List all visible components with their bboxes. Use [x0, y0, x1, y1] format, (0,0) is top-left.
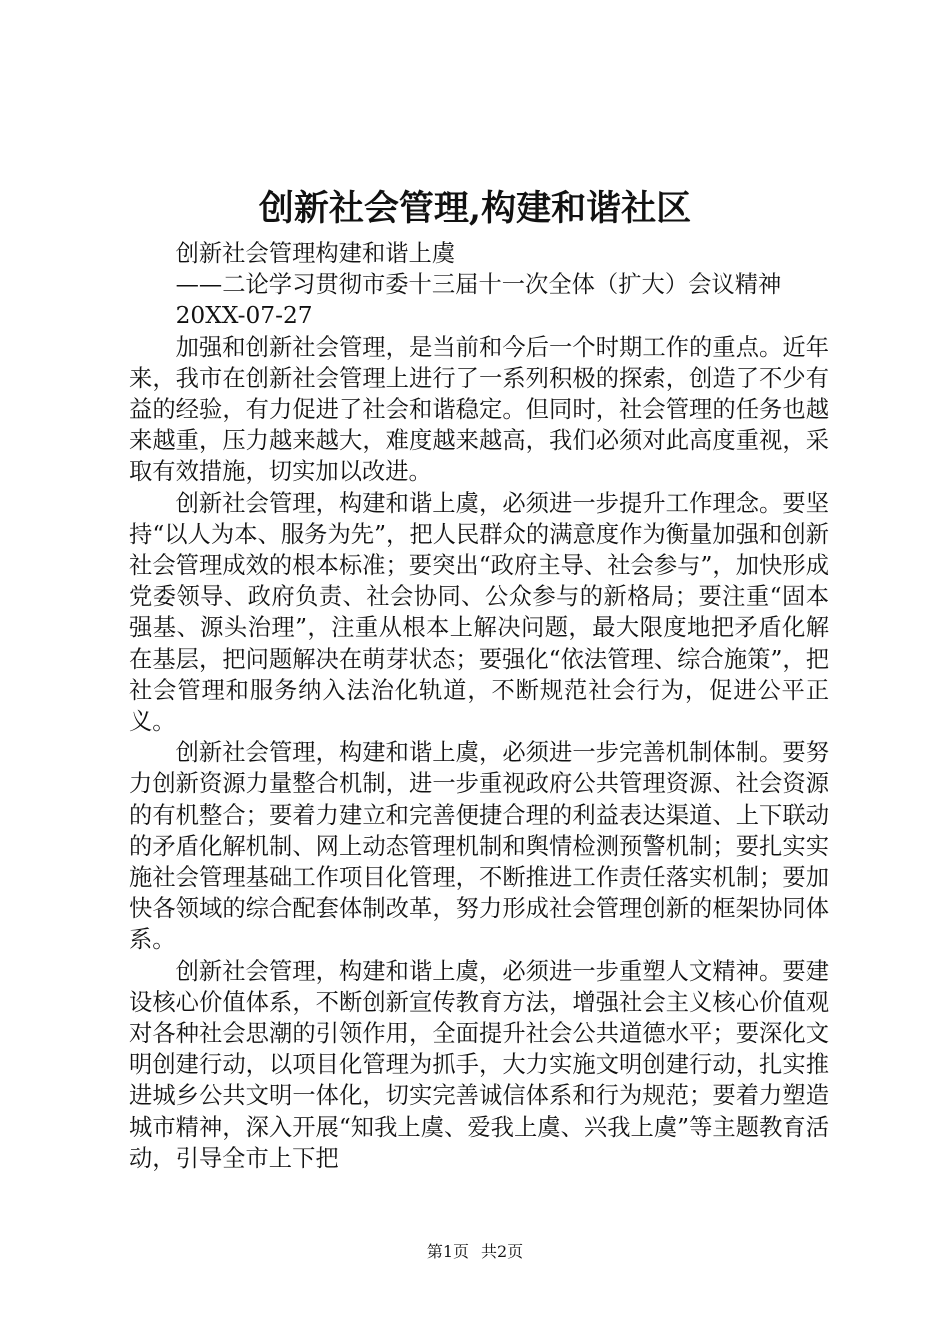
document-subtitle: 创新社会管理构建和谐上虞 — [175, 240, 456, 267]
document-body — [129, 238, 829, 1174]
page-number: 第1页 — [426, 1242, 469, 1261]
body-paragraph: 创新社会管理，构建和谐上虞，必须进一步重塑人文精神。要建设核心价值体系，不断创新宣传教育方法，增强社会主义核心价值观对各种社会思潮的引领作用，全面提升社会公共道德水平；要深化文明创建行动，以项目化管理为抓手，大力实施文明创建行动，扎实推进城乡公共文明一体化，切实完善诚信体系和行为规范；要着力塑造城市精神，深入开展“知我上虞、爱我上虞、兴我上虞”等主题教育活动，引导全市上下把 — [129, 957, 829, 1172]
document-date: 20XX-07-27 — [175, 302, 313, 330]
body-paragraph: 创新社会管理，构建和谐上虞，必须进一步提升工作理念。要坚持“以人为本、服务为先”，把人民群众的满意度作为衡量加强和创新社会管理成效的根本标准；要突出“政府主导、社会参与”，加快形成党委领导、政府负责、社会协同、公众参与的新格局；要注重“固本强基、源头治理”，注重从根本上解决问题，最大限度地把矛盾化解在基层，把问题解决在萌芽状态；要强化“依法管理、综合施策”，把社会管理和服务纳入法治化轨道，不断规范社会行为，促进公平正义。 — [129, 489, 829, 736]
body-paragraph: 创新社会管理，构建和谐上虞，必须进一步完善机制体制。要努力创新资源力量整合机制，进一步重视政府公共管理资源、社会资源的有机整合；要着力建立和完善便捷合理的利益表达渠道、上下联动的矛盾化解机制、网上动态管理机制和舆情检测预警机制；要扎实实施社会管理基础工作项目化管理，不断推进工作责任落实机制；要加快各领域的综合配套体制改革，努力形成社会管理创新的框架协同体系。 — [129, 739, 829, 954]
page-footer — [0, 1241, 950, 1263]
page-total: 共2页 — [481, 1242, 524, 1261]
document-title: 创新社会管理,构建和谐社区 — [258, 188, 692, 229]
document-byline: ——二论学习贯彻市委十三届十一次全体（扩大）会议精神 — [175, 271, 782, 299]
body-paragraph: 加强和创新社会管理，是当前和今后一个时期工作的重点。近年来，我市在创新社会管理上进行了一系列积极的探索，创造了不少有益的经验，有力促进了社会和谐稳定。但同时，社会管理的任务也越来越重，压力越来越大，难度越来越高，我们必须对此高度重视，采取有效措施，切实加以改进。 — [129, 333, 829, 486]
